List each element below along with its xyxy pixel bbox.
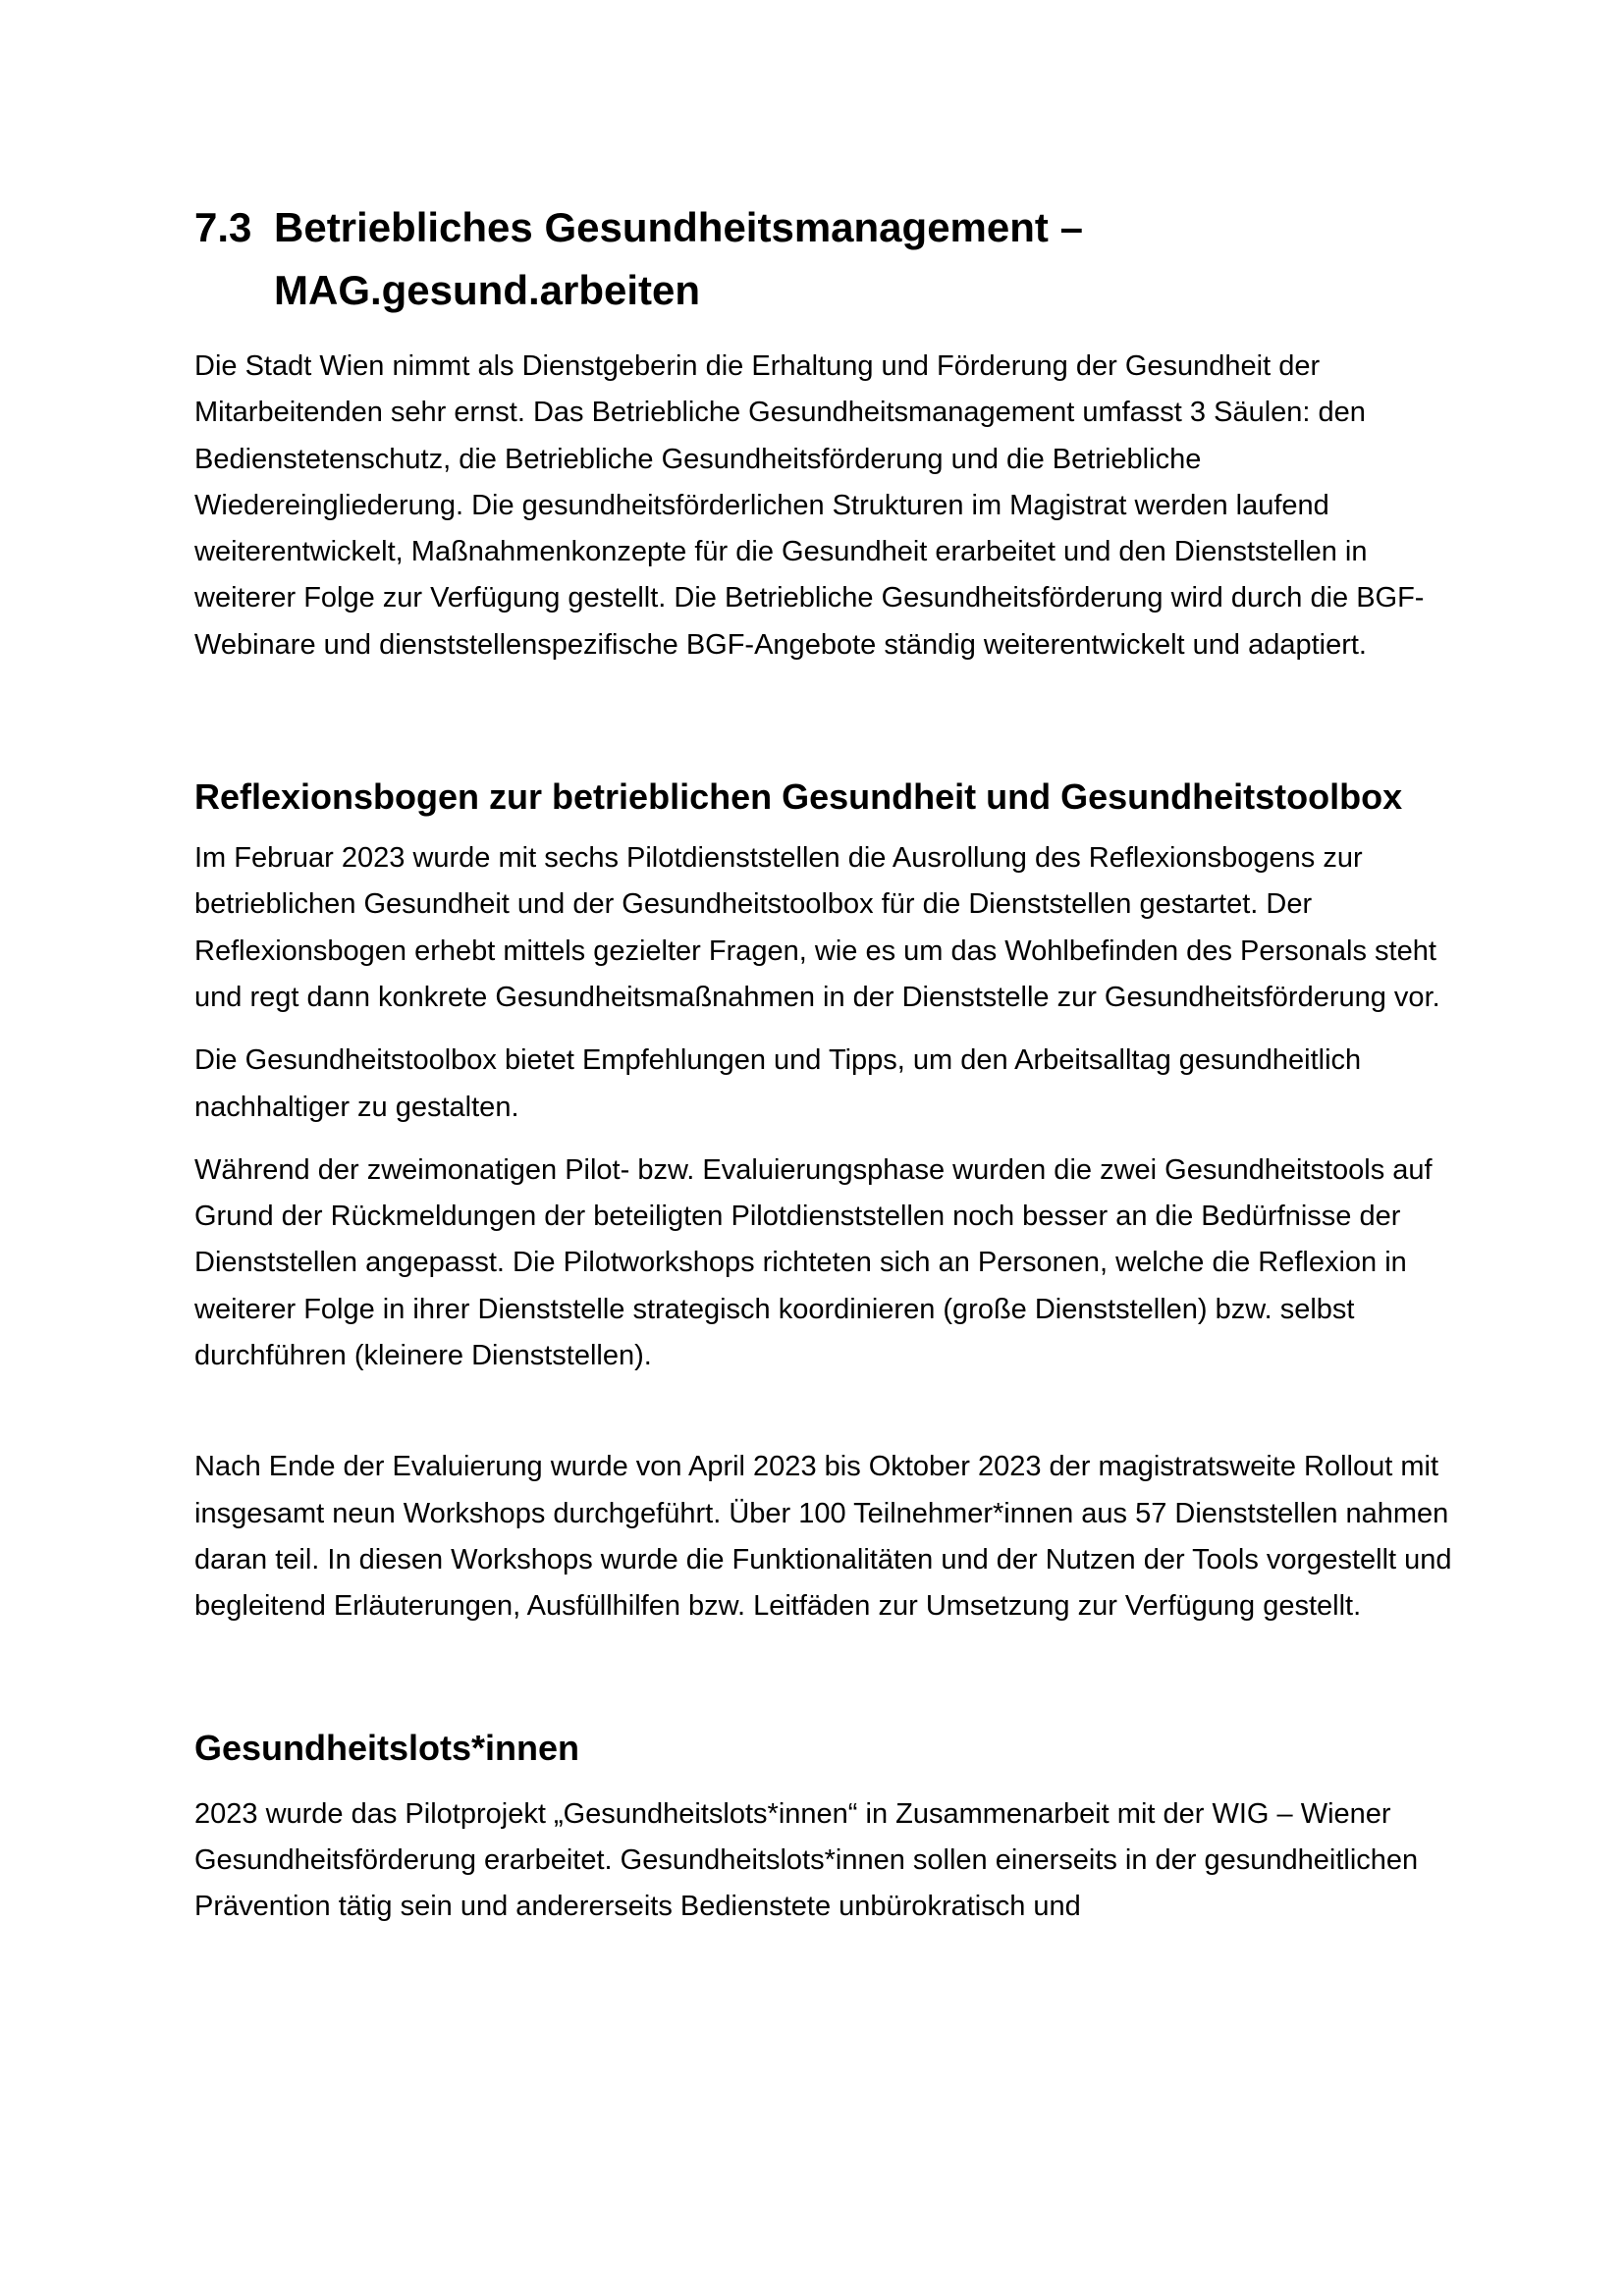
intro-paragraph: Die Stadt Wien nimmt als Dienstgeberin die Erhaltung und Förderung der Gesundheit der Mitarbeitenden sehr ernst. Das Betriebliche Gesundheitsmanagement umfasst 3 Säulen: den Bedienstetenschutz, die Betriebliche Gesundheitsförderung und die Betriebliche Wiedereingliederung. Die gesundheitsförderlichen Strukturen im Magistrat werden laufend weiterentwickelt, Maßnahmenkonzepte für die Gesundheit erarbeitet und den Dienststellen in weiterer Folge zur Verfügung gestellt. Die Betriebliche Gesundheitsförderung wird durch die BGF-Webinare und dienststellenspezifische BGF-Angebote ständig weiterentwickelt und adaptiert. bbox=[194, 350, 1425, 661]
document-page bbox=[194, 196, 1461, 1930]
reflexion-paragraph-2: Die Gesundheitstoolbox bietet Empfehlungen und Tipps, um den Arbeitsalltag gesundheitlich nachhaltiger zu gestalten. bbox=[194, 1044, 1362, 1123]
section-number: 7.3 bbox=[194, 204, 252, 250]
section-heading bbox=[194, 196, 1461, 322]
reflexion-paragraph-4: Nach Ende der Evaluierung wurde von April 2023 bis Oktober 2023 der magistratsweite Rollout mit insgesamt neun Workshops durchgeführt. Über 100 Teilnehmer*innen aus 57 Dienststellen nahmen daran teil. In diesen Workshops wurde die Funktionalitäten und der Nutzen der Tools vorgestellt und begleitend Erläuterungen, Ausfüllhilfen bzw. Leitfäden zur Umsetzung zur Verfügung gestellt. bbox=[194, 1451, 1452, 1623]
gesundheitslots-paragraph: 2023 wurde das Pilotprojekt „Gesundheitslots*innen“ in Zusammenarbeit mit der WIG – Wiener Gesundheitsförderung erarbeitet. Gesundheitslots*innen sollen einerseits in der gesundheitlichen Prävention tätig sein und andererseits Bedienstete unbürokratisch und bbox=[194, 1797, 1419, 1923]
gesundheitslots-section bbox=[194, 1717, 1461, 1931]
gesundheitslots-heading: Gesundheitslots*innen bbox=[194, 1727, 580, 1768]
section-title: Betriebliches Gesundheitsmanagement – MAG.gesund.arbeiten bbox=[274, 204, 1083, 313]
reflexion-paragraph-1: Im Februar 2023 wurde mit sechs Pilotdienststellen die Ausrollung des Reflexionsbogens zur betrieblichen Gesundheit und der Gesundheitstoolbox für die Dienststellen gestartet. Der Reflexionsbogen erhebt mittels gezielter Fragen, wie es um das Wohlbefinden des Personals steht und regt dann konkrete Gesundheitsmaßnahmen in der Dienststelle zur Gesundheitsförderung vor. bbox=[194, 842, 1440, 1013]
reflexion-heading: Reflexionsbogen zur betrieblichen Gesundheit und Gesundheitstoolbox bbox=[194, 776, 1403, 818]
reflexion-paragraph-3: Während der zweimonatigen Pilot- bzw. Evaluierungsphase wurden die zwei Gesundheitstools auf Grund der Rückmeldungen der beteiligten Pilotdienststellen noch besser an die Bedürfnisse der Dienststellen angepasst. Die Pilotworkshops richteten sich an Personen, welche die Reflexion in weiterer Folge in ihrer Dienststelle strategisch koordinieren (große Dienststellen) bzw. selbst durchführen (kleinere Dienststellen). bbox=[194, 1153, 1433, 1372]
reflexion-section bbox=[194, 766, 1461, 1629]
